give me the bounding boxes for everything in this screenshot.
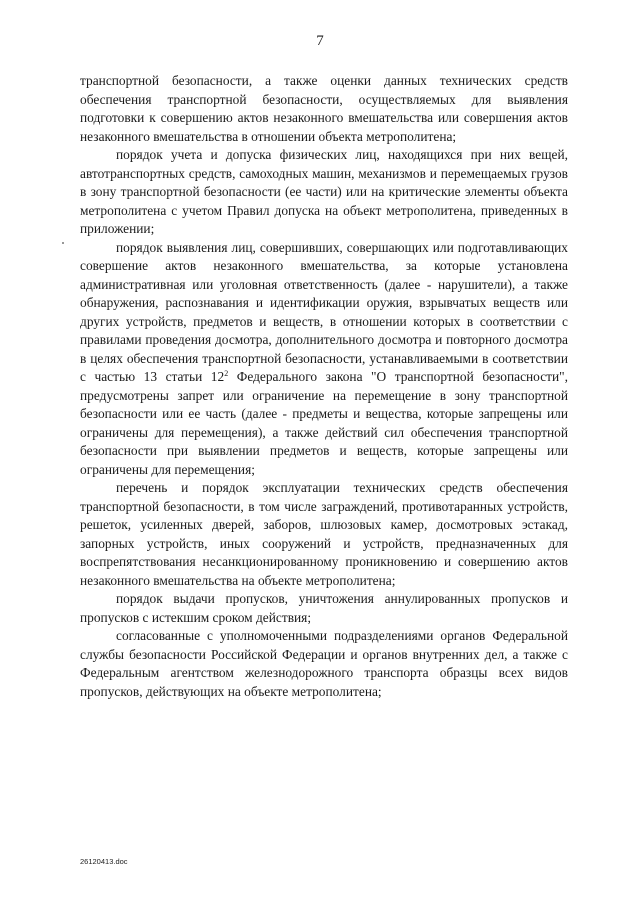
paragraph-violator-detection-part-1: порядок выявления лиц, совершивших, совершающих или подготавливающих совершение актов незаконного вмешательства, за которые установлена административная или уголовная ответственность (далее - нарушители), а также обнаружения, распознавания и идентификации оружия, взрывчатых веществ или других устройств, предметов и веществ, в отношении которых в соответствии с правилами проведения досмотра, дополнительного досмотра и повторного досмотра в целях обеспечения транспортной безопасности, устанавливаемыми в соответствии с частью 13 статьи 12 [80, 239, 568, 384]
paragraph-violator-detection [80, 239, 568, 480]
document-body [80, 72, 568, 701]
page-number: 7 [316, 33, 324, 49]
paragraph-pass-samples: согласованные с уполномоченными подразделениями органов Федеральной службы безопасности Российской Федерации и органов внутренних дел, а также с Федеральным агентством железнодорожного транспорта образцы всех видов пропусков, действующих на объекте метрополитена; [80, 628, 568, 699]
scan-speck [62, 242, 64, 244]
paragraph-technical-means: перечень и порядок эксплуатации технических средств обеспечения транспортной безопасности, в том числе заграждений, противотаранных устройств, решеток, усиленных дверей, заборов, шлюзовых камер, досмотровых эстакад, запорных устройств, иных сооружений и устройств, предназначенных для воспрепятствования несанкционированному проникновению и совершению актов незаконного вмешательства на объекте метрополитена; [80, 480, 568, 588]
footer-filename: 26120413.doc [80, 857, 128, 866]
paragraph-violator-detection-part-2: Федерального закона "О транспортной безопасности", предусмотрены запрет или ограничение на перемещение в зону транспортной безопасности или ее часть (далее - предметы и вещества, которые запрещены или ограничены для перемещения), а также действий сил обеспечения транспортной безопасности при выявлении предметов и веществ, которые запрещены или ограничены для перемещения; [80, 369, 568, 477]
paragraph-pass-issuance: порядок выдачи пропусков, уничтожения аннулированных пропусков и пропусков с истекшим сроком действия; [80, 591, 568, 625]
paragraph-access-procedure: порядок учета и допуска физических лиц, находящихся при них вещей, автотранспортных средств, самоходных машин, механизмов и перемещаемых грузов в зону транспортной безопасности (ее части) или на критические элементы объекта метрополитена с учетом Правил допуска на объект метрополитена, приведенных в приложении; [80, 147, 568, 236]
paragraph-security-assessment: транспортной безопасности, а также оценки данных технических средств обеспечения транспортной безопасности, осуществляемых для выявления подготовки к совершению актов незаконного вмешательства или совершения актов незаконного вмешательства в отношении объекта метрополитена; [80, 73, 568, 144]
superscript-article-index: 2 [224, 369, 229, 378]
